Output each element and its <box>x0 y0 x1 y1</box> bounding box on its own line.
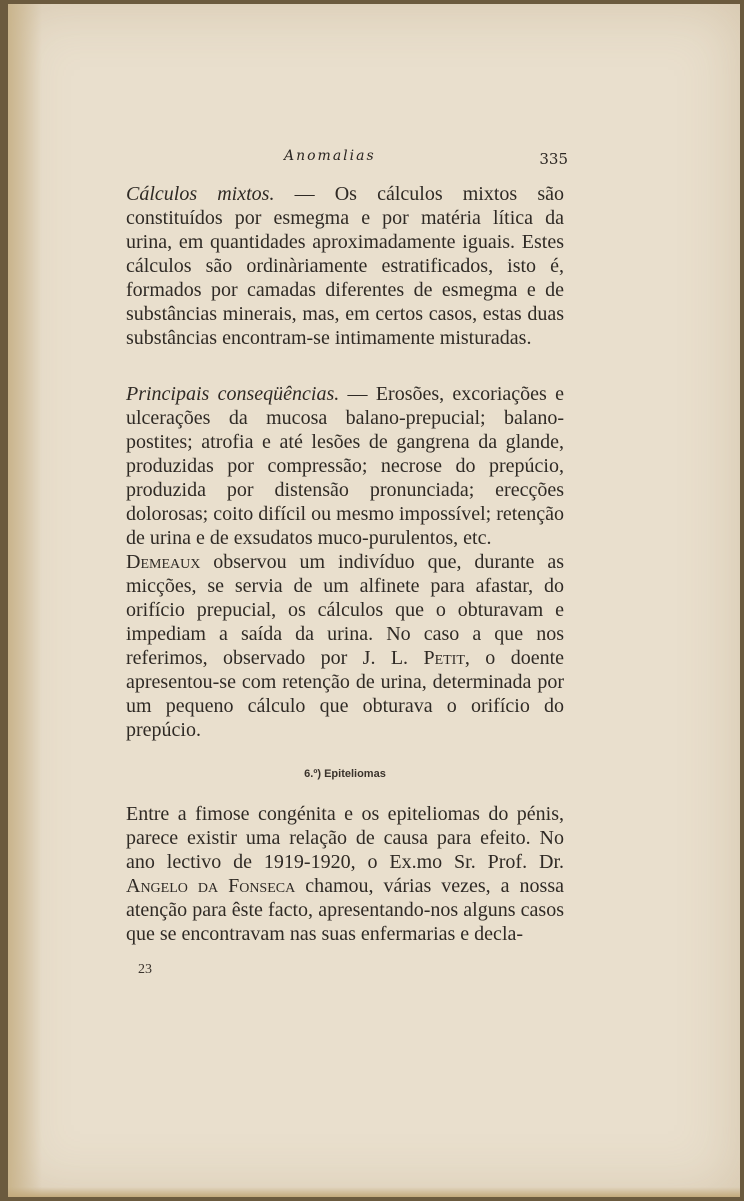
paragraph-body: observou um indivíduo que, durante as micções, se servia de um alfinete para afastar, do orifício prepucial, os cálculos que o obturavam e impediam a saída da urina. No caso a que nos referimos, observado por J. L. <box>126 551 564 669</box>
paragraph-demeaux <box>126 550 564 742</box>
paragraph-body: — Erosões, excoriações e ulcerações da mucosa balano-prepucial; balano-postites; atrofia e até lesões de gangrena da glande, produzidas por compressão; necrose do prepúcio, produzida por distensão pronunciada; erecções dolorosas; coito difícil ou mesmo impossível; retenção de urina e de exsudatos muco-purulentos, etc. <box>126 383 564 549</box>
author-name: Petit <box>423 647 465 669</box>
paragraph-body: Entre a fimose congénita e os epiteliomas do pénis, parece existir uma relação de causa para efeito. No ano lectivo de 1919-1920, o Ex.mo Sr. Prof. Dr. <box>126 803 564 873</box>
paragraph-epiteliomas <box>126 802 564 946</box>
signature-mark: 23 <box>138 962 152 977</box>
page-number: 335 <box>539 150 568 168</box>
book-page <box>8 4 740 1197</box>
paragraph-consequencias <box>126 382 564 550</box>
author-name: Demeaux <box>126 551 201 573</box>
paragraph-body: , o doente apresentou-se com retenção de urina, determinada por um pequeno cálculo que obturava o orifício do prepúcio. <box>126 647 564 741</box>
paragraph-body: chamou, várias vezes, a nossa atenção para êste facto, apresentando-nos alguns casos que se encontravam nas suas enfermarias e decla- <box>126 875 564 945</box>
gutter-shadow <box>8 4 42 1197</box>
running-title: Anomalias <box>284 148 376 164</box>
paragraph-calculos-mixtos <box>126 182 564 350</box>
author-name: Angelo da Fonseca <box>126 875 296 897</box>
section-heading: 6.º) Epiteliomas <box>304 768 386 780</box>
paragraph-lead: Cálculos mixtos. <box>126 183 275 205</box>
paragraph-lead: Principais conseqüências. <box>126 383 340 405</box>
paragraph-body: — Os cálculos mixtos são constituídos por esmegma e por matéria lítica da urina, em quantidades aproximadamente iguais. Estes cálculos são ordinàriamente estratificados, isto é, formados por camadas diferentes de esmegma e de substâncias minerais, mas, em certos casos, estas duas substâncias encontram-se intimamente misturadas. <box>126 183 564 349</box>
page-bottom-edge <box>8 1187 740 1197</box>
body-text <box>126 182 564 946</box>
